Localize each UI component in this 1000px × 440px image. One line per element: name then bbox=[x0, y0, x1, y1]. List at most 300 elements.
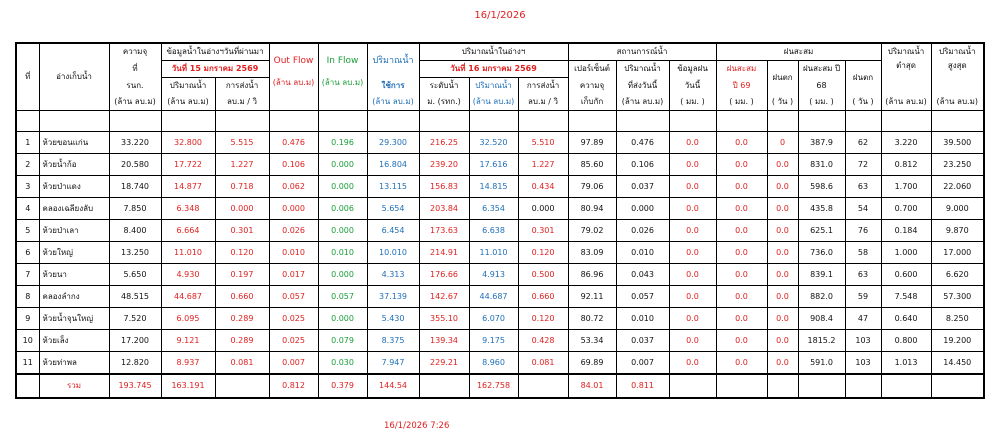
cell-usable: 5.654 bbox=[367, 198, 419, 220]
cell-prev-release: 0.081 bbox=[215, 352, 269, 375]
cell-prev-volume: 44.687 bbox=[161, 286, 215, 308]
cell-reservoir-name: ห้วยน้ำก้อ bbox=[39, 154, 109, 176]
total-capacity: 193.745 bbox=[109, 374, 161, 398]
cell-outflow: 0.025 bbox=[269, 330, 318, 352]
cell-rain-69: 0.0 bbox=[716, 330, 767, 352]
cell-reservoir-name: ห้วยป่าเลา bbox=[39, 220, 109, 242]
cell-level: 173.63 bbox=[419, 220, 469, 242]
cell-inflow: 0.010 bbox=[318, 242, 367, 264]
cell-reservoir-name: ห้วยขอนแก่น bbox=[39, 132, 109, 154]
cell-rain-today: 0.0 bbox=[669, 154, 716, 176]
cell-row-no: 10 bbox=[16, 330, 39, 352]
cell-level: 216.25 bbox=[419, 132, 469, 154]
header-curr-release-1: การส่งน้ำ bbox=[518, 78, 568, 95]
cell-rain-today: 0.0 bbox=[669, 132, 716, 154]
cell-max-volume: 57.300 bbox=[931, 286, 984, 308]
header-capacity-3: รนก. bbox=[109, 78, 161, 95]
cell-released-today: 0.010 bbox=[616, 242, 669, 264]
cell-released-today: 0.000 bbox=[616, 198, 669, 220]
cell-rain-days-68: 62 bbox=[845, 132, 881, 154]
table-row bbox=[16, 198, 984, 220]
cell-rain-days-69: 0 bbox=[767, 132, 798, 154]
cell-rain-days-68: 47 bbox=[845, 308, 881, 330]
cell-percent: 83.09 bbox=[568, 242, 616, 264]
cell-max-volume: 9.870 bbox=[931, 220, 984, 242]
cell-max-volume: 23.250 bbox=[931, 154, 984, 176]
cell-rain-days-68: 103 bbox=[845, 330, 881, 352]
cell-row-no: 11 bbox=[16, 352, 39, 375]
cell-reservoir-name: ห้วยนา bbox=[39, 264, 109, 286]
cell-rain-days-68: 58 bbox=[845, 242, 881, 264]
header-rain-today-2: วันนี้ bbox=[669, 78, 716, 95]
cell-outflow: 0.007 bbox=[269, 352, 318, 375]
cell-outflow: 0.026 bbox=[269, 220, 318, 242]
total-curr-volume: 162.758 bbox=[469, 374, 518, 398]
cell-curr-volume: 44.687 bbox=[469, 286, 518, 308]
cell-prev-volume: 4.930 bbox=[161, 264, 215, 286]
cell-curr-volume: 4.913 bbox=[469, 264, 518, 286]
cell-min-volume: 0.600 bbox=[881, 264, 931, 286]
cell-capacity: 7.850 bbox=[109, 198, 161, 220]
total-percent: 84.01 bbox=[568, 374, 616, 398]
header-rain-today-1: ข้อมูลฝน bbox=[669, 61, 716, 78]
cell-usable: 29.300 bbox=[367, 132, 419, 154]
cell-outflow: 0.000 bbox=[269, 198, 318, 220]
cell-rain-days-69: 0.0 bbox=[767, 330, 798, 352]
cell-prev-release: 5.515 bbox=[215, 132, 269, 154]
header-prev-group: ข้อมูลน้ำในอ่างฯวันที่ผ่านมา bbox=[161, 43, 269, 61]
cell-inflow: 0.057 bbox=[318, 286, 367, 308]
cell-capacity: 20.580 bbox=[109, 154, 161, 176]
cell-percent: 85.60 bbox=[568, 154, 616, 176]
header-curr-release-2: ลบ.ม / วิ bbox=[518, 94, 568, 111]
cell-prev-volume: 14.877 bbox=[161, 176, 215, 198]
total-rain-today bbox=[669, 374, 716, 398]
cell-row-no: 9 bbox=[16, 308, 39, 330]
cell-rain-days-68: 63 bbox=[845, 264, 881, 286]
cell-max-volume: 19.200 bbox=[931, 330, 984, 352]
cell-capacity: 18.740 bbox=[109, 176, 161, 198]
cell-curr-volume: 11.010 bbox=[469, 242, 518, 264]
header-max-3: (ล้าน ลบ.ม) bbox=[931, 94, 984, 111]
cell-outflow: 0.106 bbox=[269, 154, 318, 176]
header-capacity-1: ความจุ bbox=[109, 43, 161, 61]
cell-rain-days-68: 72 bbox=[845, 154, 881, 176]
header-rain68-1: ฝนสะสม ปี bbox=[798, 61, 845, 78]
header-curr-volume-1: ปริมาณน้ำ bbox=[469, 78, 518, 95]
cell-released-today: 0.026 bbox=[616, 220, 669, 242]
cell-usable: 4.313 bbox=[367, 264, 419, 286]
cell-row-no: 4 bbox=[16, 198, 39, 220]
cell-row-no: 7 bbox=[16, 264, 39, 286]
table-row bbox=[16, 176, 984, 198]
cell-rain-today: 0.0 bbox=[669, 176, 716, 198]
cell-rain-69: 0.0 bbox=[716, 154, 767, 176]
cell-row-no: 3 bbox=[16, 176, 39, 198]
total-rain68 bbox=[798, 374, 845, 398]
header-rain-group: ฝนสะสม bbox=[716, 43, 881, 61]
cell-row-no: 1 bbox=[16, 132, 39, 154]
cell-prev-release: 0.000 bbox=[215, 198, 269, 220]
cell-usable: 16.804 bbox=[367, 154, 419, 176]
header-usable: ปริมาณน้ำ bbox=[367, 43, 419, 78]
cell-min-volume: 1.013 bbox=[881, 352, 931, 375]
cell-curr-volume: 17.616 bbox=[469, 154, 518, 176]
header-min-3: (ล้าน ลบ.ม) bbox=[881, 94, 931, 111]
cell-rain-69: 0.0 bbox=[716, 198, 767, 220]
cell-reservoir-name: ห้วยเล็ง bbox=[39, 330, 109, 352]
header-rain-days68: ฝนตก bbox=[845, 61, 881, 95]
header-prev-date: วันที่ 15 มกราคม 2569 bbox=[161, 61, 269, 78]
cell-min-volume: 1.700 bbox=[881, 176, 931, 198]
cell-rain-days-68: 54 bbox=[845, 198, 881, 220]
cell-min-volume: 0.640 bbox=[881, 308, 931, 330]
total-prev-release bbox=[215, 374, 269, 398]
cell-curr-release: 0.120 bbox=[518, 308, 568, 330]
table-row bbox=[16, 308, 984, 330]
cell-outflow: 0.476 bbox=[269, 132, 318, 154]
table-row bbox=[16, 264, 984, 286]
cell-curr-volume: 6.638 bbox=[469, 220, 518, 242]
total-curr-release bbox=[518, 374, 568, 398]
cell-released-today: 0.037 bbox=[616, 176, 669, 198]
cell-max-volume: 6.620 bbox=[931, 264, 984, 286]
cell-max-volume: 14.450 bbox=[931, 352, 984, 375]
table-row bbox=[16, 154, 984, 176]
header-prev-volume-2: (ล้าน ลบ.ม) bbox=[161, 94, 215, 111]
cell-released-today: 0.010 bbox=[616, 308, 669, 330]
cell-prev-release: 0.289 bbox=[215, 330, 269, 352]
header-capacity-4: (ล้าน ลบ.ม) bbox=[109, 94, 161, 111]
cell-min-volume: 0.700 bbox=[881, 198, 931, 220]
total-level bbox=[419, 374, 469, 398]
cell-percent: 92.11 bbox=[568, 286, 616, 308]
cell-rain-69: 0.0 bbox=[716, 308, 767, 330]
cell-percent: 80.94 bbox=[568, 198, 616, 220]
cell-level: 229.21 bbox=[419, 352, 469, 375]
cell-level: 203.84 bbox=[419, 198, 469, 220]
cell-min-volume: 0.812 bbox=[881, 154, 931, 176]
cell-capacity: 48.515 bbox=[109, 286, 161, 308]
cell-released-today: 0.037 bbox=[616, 330, 669, 352]
cell-curr-volume: 6.070 bbox=[469, 308, 518, 330]
header-curr-volume-2: (ล้าน ลบ.ม) bbox=[469, 94, 518, 111]
table-row bbox=[16, 286, 984, 308]
cell-prev-release: 0.197 bbox=[215, 264, 269, 286]
header-rain69-2: ปี 69 bbox=[716, 78, 767, 95]
cell-capacity: 33.220 bbox=[109, 132, 161, 154]
cell-level: 142.67 bbox=[419, 286, 469, 308]
cell-capacity: 12.820 bbox=[109, 352, 161, 375]
cell-max-volume: 9.000 bbox=[931, 198, 984, 220]
header-percent-3: เก็บกัก bbox=[568, 94, 616, 111]
cell-released-today: 0.057 bbox=[616, 286, 669, 308]
cell-curr-volume: 14.815 bbox=[469, 176, 518, 198]
cell-rain-today: 0.0 bbox=[669, 330, 716, 352]
cell-row-no: 5 bbox=[16, 220, 39, 242]
cell-reservoir-name: คลองลำกง bbox=[39, 286, 109, 308]
header-prev-release-1: การส่งน้ำ bbox=[215, 78, 269, 95]
cell-row-no: 2 bbox=[16, 154, 39, 176]
cell-rain-69: 0.0 bbox=[716, 132, 767, 154]
cell-curr-release: 0.081 bbox=[518, 352, 568, 375]
cell-rain-69: 0.0 bbox=[716, 286, 767, 308]
cell-outflow: 0.010 bbox=[269, 242, 318, 264]
cell-inflow: 0.079 bbox=[318, 330, 367, 352]
header-max-1: ปริมาณน้ำ bbox=[931, 43, 984, 61]
header-usable-3: (ล้าน ลบ.ม) bbox=[367, 94, 419, 111]
header-prev-release-2: ลบ.ม / วิ bbox=[215, 94, 269, 111]
cell-curr-volume: 9.175 bbox=[469, 330, 518, 352]
cell-rain-69: 0.0 bbox=[716, 242, 767, 264]
cell-row-no: 6 bbox=[16, 242, 39, 264]
cell-level: 239.20 bbox=[419, 154, 469, 176]
cell-usable: 37.139 bbox=[367, 286, 419, 308]
cell-percent: 69.89 bbox=[568, 352, 616, 375]
total-min bbox=[881, 374, 931, 398]
total-rain69 bbox=[716, 374, 767, 398]
reservoir-table bbox=[15, 42, 985, 399]
cell-inflow: 0.000 bbox=[318, 264, 367, 286]
total-inflow: 0.379 bbox=[318, 374, 367, 398]
cell-curr-release: 0.434 bbox=[518, 176, 568, 198]
cell-usable: 8.375 bbox=[367, 330, 419, 352]
cell-prev-release: 1.227 bbox=[215, 154, 269, 176]
cell-curr-release: 0.120 bbox=[518, 242, 568, 264]
cell-rain-68: 435.8 bbox=[798, 198, 845, 220]
cell-level: 156.83 bbox=[419, 176, 469, 198]
header-no: ที่ bbox=[16, 43, 39, 111]
cell-outflow: 0.062 bbox=[269, 176, 318, 198]
cell-prev-volume: 32.800 bbox=[161, 132, 215, 154]
cell-capacity: 8.400 bbox=[109, 220, 161, 242]
header-released-2: ที่ส่งวันนี้ bbox=[616, 78, 669, 95]
cell-prev-release: 0.718 bbox=[215, 176, 269, 198]
header-curr-group: ปริมาณน้ำในอ่างฯ bbox=[419, 43, 568, 61]
table-row bbox=[16, 330, 984, 352]
cell-inflow: 0.000 bbox=[318, 176, 367, 198]
header-outflow-unit: (ล้าน ลบ.ม) bbox=[269, 78, 318, 111]
cell-rain-today: 0.0 bbox=[669, 286, 716, 308]
table-row bbox=[16, 242, 984, 264]
cell-inflow: 0.196 bbox=[318, 132, 367, 154]
cell-released-today: 0.007 bbox=[616, 352, 669, 375]
cell-row-no: 8 bbox=[16, 286, 39, 308]
header-percent-2: ความจุ bbox=[568, 78, 616, 95]
header-status-group: สถานการณ์น้ำ bbox=[568, 43, 716, 61]
cell-released-today: 0.476 bbox=[616, 132, 669, 154]
table-row bbox=[16, 352, 984, 375]
cell-rain-69: 0.0 bbox=[716, 220, 767, 242]
header-released-1: ปริมาณน้ำ bbox=[616, 61, 669, 78]
cell-min-volume: 7.548 bbox=[881, 286, 931, 308]
header-curr-date: วันที่ 16 มกราคม 2569 bbox=[419, 61, 568, 78]
cell-curr-volume: 8.960 bbox=[469, 352, 518, 375]
cell-rain-today: 0.0 bbox=[669, 308, 716, 330]
header-usable-2: ใช้การ bbox=[367, 78, 419, 95]
cell-inflow: 0.000 bbox=[318, 220, 367, 242]
header-rain-days68-unit: ( วัน ) bbox=[845, 94, 881, 111]
header-inflow: In Flow bbox=[318, 43, 367, 78]
cell-capacity: 5.650 bbox=[109, 264, 161, 286]
cell-rain-68: 387.9 bbox=[798, 132, 845, 154]
total-max bbox=[931, 374, 984, 398]
cell-prev-volume: 9.121 bbox=[161, 330, 215, 352]
header-outflow: Out Flow bbox=[269, 43, 318, 78]
cell-rain-days-68: 76 bbox=[845, 220, 881, 242]
cell-min-volume: 3.220 bbox=[881, 132, 931, 154]
cell-level: 214.91 bbox=[419, 242, 469, 264]
cell-rain-days-69: 0.0 bbox=[767, 286, 798, 308]
cell-capacity: 13.250 bbox=[109, 242, 161, 264]
header-capacity-2: ที่ bbox=[109, 61, 161, 78]
cell-prev-release: 0.120 bbox=[215, 242, 269, 264]
cell-reservoir-name: ห้วยน้ำจุนใหญ่ bbox=[39, 308, 109, 330]
cell-rain-days-69: 0.0 bbox=[767, 198, 798, 220]
cell-reservoir-name: คลองเฉลียงลับ bbox=[39, 198, 109, 220]
cell-prev-release: 0.660 bbox=[215, 286, 269, 308]
cell-rain-days-69: 0.0 bbox=[767, 220, 798, 242]
total-prev-volume: 163.191 bbox=[161, 374, 215, 398]
cell-max-volume: 39.500 bbox=[931, 132, 984, 154]
cell-rain-days-68: 103 bbox=[845, 352, 881, 375]
header-released-3: (ล้าน ลบ.ม) bbox=[616, 94, 669, 111]
cell-rain-days-69: 0.0 bbox=[767, 264, 798, 286]
cell-percent: 86.96 bbox=[568, 264, 616, 286]
cell-inflow: 0.006 bbox=[318, 198, 367, 220]
cell-max-volume: 22.060 bbox=[931, 176, 984, 198]
cell-outflow: 0.017 bbox=[269, 264, 318, 286]
cell-rain-days-68: 63 bbox=[845, 176, 881, 198]
cell-prev-volume: 6.095 bbox=[161, 308, 215, 330]
cell-released-today: 0.106 bbox=[616, 154, 669, 176]
header-rain-days69: ฝนตก bbox=[767, 61, 798, 95]
cell-rain-68: 908.4 bbox=[798, 308, 845, 330]
cell-level: 355.10 bbox=[419, 308, 469, 330]
cell-outflow: 0.057 bbox=[269, 286, 318, 308]
cell-usable: 7.947 bbox=[367, 352, 419, 375]
cell-rain-68: 591.0 bbox=[798, 352, 845, 375]
cell-rain-today: 0.0 bbox=[669, 220, 716, 242]
cell-usable: 10.010 bbox=[367, 242, 419, 264]
cell-rain-69: 0.0 bbox=[716, 176, 767, 198]
total-days68 bbox=[845, 374, 881, 398]
report-date: 16/1/2026 bbox=[474, 10, 526, 21]
total-outflow: 0.812 bbox=[269, 374, 318, 398]
cell-max-volume: 17.000 bbox=[931, 242, 984, 264]
cell-usable: 6.454 bbox=[367, 220, 419, 242]
cell-rain-days-69: 0.0 bbox=[767, 308, 798, 330]
cell-curr-release: 1.227 bbox=[518, 154, 568, 176]
cell-usable: 13.115 bbox=[367, 176, 419, 198]
cell-rain-68: 1815.2 bbox=[798, 330, 845, 352]
cell-prev-volume: 6.348 bbox=[161, 198, 215, 220]
cell-inflow: 0.000 bbox=[318, 308, 367, 330]
cell-rain-today: 0.0 bbox=[669, 264, 716, 286]
total-usable: 144.54 bbox=[367, 374, 419, 398]
cell-percent: 79.06 bbox=[568, 176, 616, 198]
cell-reservoir-name: ห้วยใหญ่ bbox=[39, 242, 109, 264]
cell-rain-days-69: 0.0 bbox=[767, 176, 798, 198]
cell-reservoir-name: ห้วยป่าแดง bbox=[39, 176, 109, 198]
cell-curr-release: 5.510 bbox=[518, 132, 568, 154]
header-rain-days69-unit: ( วัน ) bbox=[767, 94, 798, 111]
cell-percent: 79.02 bbox=[568, 220, 616, 242]
cell-prev-volume: 8.937 bbox=[161, 352, 215, 375]
cell-min-volume: 0.800 bbox=[881, 330, 931, 352]
cell-rain-69: 0.0 bbox=[716, 264, 767, 286]
header-level-1: ระดับน้ำ bbox=[419, 78, 469, 95]
cell-rain-68: 839.1 bbox=[798, 264, 845, 286]
total-released: 0.811 bbox=[616, 374, 669, 398]
cell-reservoir-name: ห้วยท่าพล bbox=[39, 352, 109, 375]
cell-prev-volume: 17.722 bbox=[161, 154, 215, 176]
cell-rain-68: 831.0 bbox=[798, 154, 845, 176]
cell-rain-today: 0.0 bbox=[669, 242, 716, 264]
header-min-1: ปริมาณน้ำ bbox=[881, 43, 931, 61]
cell-rain-days-69: 0.0 bbox=[767, 352, 798, 375]
cell-curr-release: 0.428 bbox=[518, 330, 568, 352]
cell-outflow: 0.025 bbox=[269, 308, 318, 330]
cell-rain-68: 625.1 bbox=[798, 220, 845, 242]
header-rain-today-3: ( มม. ) bbox=[669, 94, 716, 111]
cell-curr-release: 0.500 bbox=[518, 264, 568, 286]
cell-curr-release: 0.301 bbox=[518, 220, 568, 242]
cell-curr-volume: 32.520 bbox=[469, 132, 518, 154]
footer-timestamp: 16/1/2026 7:26 bbox=[384, 421, 450, 431]
header-rain69-3: ( มม. ) bbox=[716, 94, 767, 111]
cell-prev-volume: 6.664 bbox=[161, 220, 215, 242]
cell-capacity: 7.520 bbox=[109, 308, 161, 330]
total-days69 bbox=[767, 374, 798, 398]
cell-curr-release: 0.000 bbox=[518, 198, 568, 220]
table-row bbox=[16, 132, 984, 154]
cell-min-volume: 1.000 bbox=[881, 242, 931, 264]
header-percent-1: เปอร์เซ็นต์ bbox=[568, 61, 616, 78]
spacer-row bbox=[16, 111, 984, 132]
cell-level: 176.66 bbox=[419, 264, 469, 286]
cell-rain-days-69: 0.0 bbox=[767, 154, 798, 176]
cell-rain-today: 0.0 bbox=[669, 352, 716, 375]
header-inflow-unit: (ล้าน ลบ.ม) bbox=[318, 78, 367, 111]
cell-rain-68: 736.0 bbox=[798, 242, 845, 264]
cell-capacity: 17.200 bbox=[109, 330, 161, 352]
cell-percent: 80.72 bbox=[568, 308, 616, 330]
cell-usable: 5.430 bbox=[367, 308, 419, 330]
cell-max-volume: 8.250 bbox=[931, 308, 984, 330]
table-row bbox=[16, 220, 984, 242]
cell-inflow: 0.030 bbox=[318, 352, 367, 375]
header-rain68-3: ( มม. ) bbox=[798, 94, 845, 111]
cell-curr-volume: 6.354 bbox=[469, 198, 518, 220]
cell-prev-volume: 11.010 bbox=[161, 242, 215, 264]
header-min-2: ต่ำสุด bbox=[881, 61, 931, 95]
cell-curr-release: 0.660 bbox=[518, 286, 568, 308]
cell-rain-68: 882.0 bbox=[798, 286, 845, 308]
total-row bbox=[16, 374, 984, 398]
cell-percent: 97.89 bbox=[568, 132, 616, 154]
header-level-2: ม. (รทก.) bbox=[419, 94, 469, 111]
cell-rain-today: 0.0 bbox=[669, 198, 716, 220]
cell-rain-69: 0.0 bbox=[716, 352, 767, 375]
cell-prev-release: 0.289 bbox=[215, 308, 269, 330]
cell-rain-days-68: 59 bbox=[845, 286, 881, 308]
cell-min-volume: 0.184 bbox=[881, 220, 931, 242]
header-rain69-1: ฝนสะสม bbox=[716, 61, 767, 78]
header-prev-volume-1: ปริมาณน้ำ bbox=[161, 78, 215, 95]
cell-prev-release: 0.301 bbox=[215, 220, 269, 242]
cell-percent: 53.34 bbox=[568, 330, 616, 352]
